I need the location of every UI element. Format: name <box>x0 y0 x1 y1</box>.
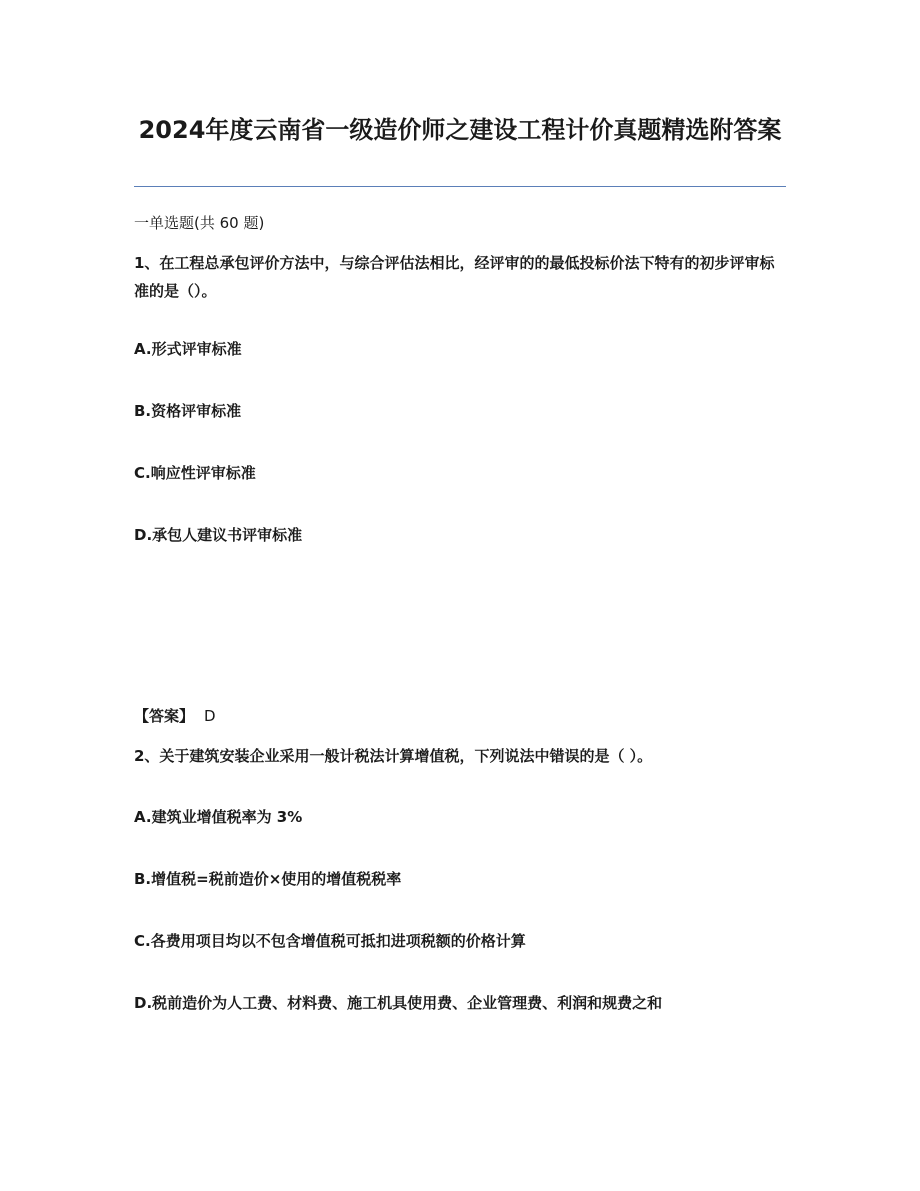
question-1-stem: 1、在工程总承包评价方法中，与综合评估法相比，经评审的的最低投标价法下特有的初步评审标准的是（）。 <box>134 254 775 300</box>
title-divider <box>134 186 786 187</box>
question-2-option-b: B.增值税=税前造价×使用的增值税税率 <box>134 870 402 888</box>
question-1-option-a: A.形式评审标准 <box>134 340 242 358</box>
question-1-option-b: B.资格评审标准 <box>134 402 242 420</box>
question-2-stem: 2、关于建筑安装企业采用一般计税法计算增值税，下列说法中错误的是（ ）。 <box>134 747 653 765</box>
question-2-option-c: C.各费用项目均以不包含增值税可抵扣进项税额的价格计算 <box>134 932 526 950</box>
document-title: 2024年度云南省一级造价师之建设工程计价真题精选附答案 <box>138 116 782 144</box>
answer-label: 【答案】 <box>134 707 195 725</box>
question-2-option-a: A.建筑业增值税率为 3% <box>134 808 303 826</box>
question-2-option-d: D.税前造价为人工费、材料费、施工机具使用费、企业管理费、利润和规费之和 <box>134 994 663 1012</box>
section-label: 一单选题(共 60 题) <box>134 214 265 232</box>
answer-value: D <box>204 707 216 725</box>
question-1-option-d: D.承包人建议书评审标准 <box>134 526 303 544</box>
question-1-option-c: C.响应性评审标准 <box>134 464 256 482</box>
question-1-answer <box>134 704 786 728</box>
